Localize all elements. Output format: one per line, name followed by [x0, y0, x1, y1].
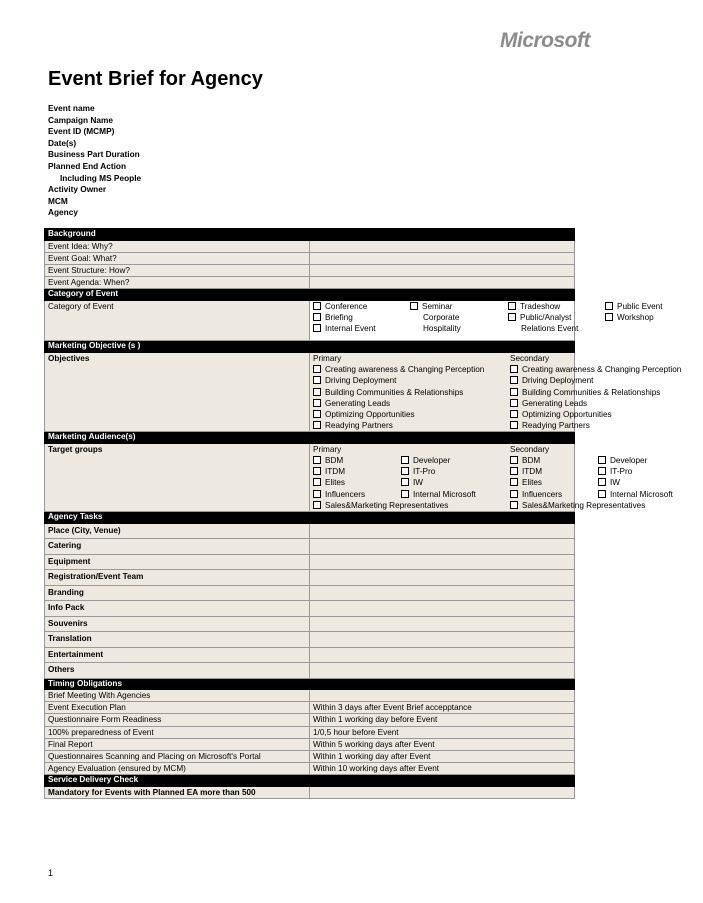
checkbox[interactable]	[401, 490, 409, 498]
checkbox[interactable]	[313, 410, 321, 418]
field-including-ms-people: Including MS People	[60, 172, 142, 183]
checkbox[interactable]	[605, 313, 613, 321]
timing-label: Questionnaires Scanning and Placing on Microsoft's Portal	[45, 751, 310, 763]
option-label: Sales&Marketing Representatives	[325, 500, 449, 510]
checkbox[interactable]	[313, 467, 321, 475]
checkbox[interactable]	[510, 490, 518, 498]
checkbox[interactable]	[605, 302, 613, 310]
section-header-audience: Marketing Audience(s)	[45, 432, 575, 444]
checkbox[interactable]	[510, 467, 518, 475]
field-event-name: Event name	[48, 103, 95, 113]
field-campaign-name: Campaign Name	[48, 114, 114, 125]
option-label: Hospitality	[423, 324, 461, 334]
page-number: 1	[48, 868, 54, 878]
section-header-category: Category of Event	[45, 289, 575, 301]
option-label: Seminar	[422, 301, 453, 311]
timing-value: Within 3 days after Event Brief accepptance	[310, 702, 575, 714]
checkbox[interactable]	[510, 376, 518, 384]
task-label: Catering	[45, 539, 310, 555]
row-label: Event Agenda: When?	[45, 277, 310, 289]
checkbox[interactable]	[313, 501, 321, 509]
option-label: Briefing	[325, 313, 353, 323]
checkbox[interactable]	[510, 501, 518, 509]
option-label: Developer	[610, 456, 648, 466]
checkbox[interactable]	[598, 467, 606, 475]
task-label: Translation	[45, 632, 310, 648]
checkbox[interactable]	[313, 456, 321, 464]
checkbox[interactable]	[510, 410, 518, 418]
checkbox[interactable]	[410, 302, 418, 310]
checkbox[interactable]	[313, 388, 321, 396]
option-label: Generating Leads	[325, 398, 391, 408]
checkbox[interactable]	[598, 456, 606, 464]
task-value[interactable]	[310, 523, 575, 539]
timing-label: Agency Evaluation (ensured by MCM)	[45, 763, 310, 775]
event-fields	[48, 103, 141, 219]
option-label: Elites	[325, 478, 346, 488]
task-label: Equipment	[45, 554, 310, 570]
checkbox[interactable]	[508, 313, 516, 321]
option-label: Generating Leads	[522, 398, 588, 408]
option-label: ITDM	[522, 467, 543, 477]
field-event-id: Event ID (MCMP)	[48, 126, 115, 137]
checkbox[interactable]	[313, 313, 321, 321]
option-label: Internal Event	[325, 324, 376, 334]
section-header-objectives: Marketing Objective (s )	[45, 341, 575, 353]
option-label: Influencers	[522, 489, 563, 499]
row-label: Target groups	[45, 443, 310, 511]
checkbox[interactable]	[510, 421, 518, 429]
option-label: Relations Event	[521, 324, 579, 334]
timing-label: Final Report	[45, 738, 310, 750]
checkbox[interactable]	[510, 388, 518, 396]
field-agency: Agency	[48, 207, 78, 218]
timing-label: Event Execution Plan	[45, 702, 310, 714]
option-label: IT-Pro	[413, 467, 436, 477]
option-label: Internal Microsoft	[610, 489, 673, 499]
option-label: IW	[610, 478, 621, 488]
timing-value: Within 5 working days after Event	[310, 738, 575, 750]
task-value[interactable]	[310, 647, 575, 663]
option-label: Building Communities & Relationships	[325, 387, 464, 397]
option-label: Internal Microsoft	[413, 489, 476, 499]
timing-value: Within 10 working days after Event	[310, 763, 575, 775]
checkbox[interactable]	[510, 365, 518, 373]
checkbox[interactable]	[313, 324, 321, 332]
option-label: Public Event	[617, 301, 663, 311]
timing-value: Within 1 working day after Event	[310, 751, 575, 763]
checkbox[interactable]	[313, 490, 321, 498]
category-options	[310, 300, 663, 341]
option-label: IW	[413, 478, 424, 488]
checkbox[interactable]	[313, 399, 321, 407]
row-value[interactable]	[310, 252, 575, 264]
task-value[interactable]	[310, 539, 575, 555]
checkbox[interactable]	[598, 490, 606, 498]
option-label: Tradeshow	[520, 301, 561, 311]
task-label: Souvenirs	[45, 616, 310, 632]
timing-label: Brief Meeting With Agencies	[45, 690, 310, 702]
option-label: Developer	[413, 456, 451, 466]
checkbox[interactable]	[508, 302, 516, 310]
field-business-part-duration: Business Part Duration	[48, 149, 140, 160]
task-label: Entertainment	[45, 647, 310, 663]
task-label: Registration/Event Team	[45, 570, 310, 586]
event-brief-table	[44, 228, 682, 799]
option-label: Driving Deployment	[522, 376, 594, 386]
task-label: Info Pack	[45, 601, 310, 617]
checkbox[interactable]	[598, 478, 606, 486]
section-header-tasks: Agency Tasks	[45, 512, 575, 524]
timing-value: 1/0,5 hour before Event	[310, 726, 575, 738]
option-label: BDM	[325, 456, 344, 466]
option-label: Driving Deployment	[325, 376, 397, 386]
option-label: Sales&Marketing Representatives	[522, 500, 646, 510]
row-value[interactable]	[310, 264, 575, 276]
field-dates: Date(s)	[48, 137, 77, 148]
task-label: Others	[45, 663, 310, 679]
option-label: Elites	[522, 478, 543, 488]
timing-value: Within 1 working day before Event	[310, 714, 575, 726]
option-label: Workshop	[617, 313, 654, 323]
primary-label: Primary	[313, 444, 342, 454]
option-label: IT-Pro	[610, 467, 633, 477]
option-label: Creating awareness & Changing Perception	[325, 365, 485, 375]
checkbox[interactable]	[313, 478, 321, 486]
row-label: Event Idea: Why?	[45, 240, 310, 252]
audience-options	[310, 443, 673, 511]
row-label: Category of Event	[45, 300, 310, 341]
checkbox[interactable]	[313, 376, 321, 384]
option-label: Optimizing Opportunities	[325, 409, 415, 419]
task-value[interactable]	[310, 601, 575, 617]
field-planned-end-action: Planned End Action	[48, 160, 127, 171]
option-label: Optimizing Opportunities	[522, 409, 612, 419]
timing-value	[310, 690, 575, 702]
option-label: Building Communities & Relationships	[522, 387, 661, 397]
task-value[interactable]	[310, 554, 575, 570]
option-label: BDM	[522, 456, 541, 466]
task-value[interactable]	[310, 632, 575, 648]
task-value[interactable]	[310, 570, 575, 586]
checkbox[interactable]	[313, 365, 321, 373]
row-label: Event Structure: How?	[45, 264, 310, 276]
task-label: Branding	[45, 585, 310, 601]
field-mcm: MCM	[48, 195, 68, 206]
service-label: Mandatory for Events with Planned EA more than 500	[45, 786, 310, 798]
option-label: ITDM	[325, 467, 346, 477]
checkbox[interactable]	[313, 302, 321, 310]
row-value[interactable]	[310, 240, 575, 252]
task-value[interactable]	[310, 663, 575, 679]
option-label: Readying Partners	[522, 421, 590, 431]
page-title: Event Brief for Agency	[48, 68, 263, 90]
checkbox[interactable]	[510, 399, 518, 407]
checkbox[interactable]	[401, 467, 409, 475]
objectives-options	[310, 352, 682, 431]
option-label: Conference	[325, 301, 368, 311]
checkbox[interactable]	[510, 478, 518, 486]
checkbox[interactable]	[401, 478, 409, 486]
checkbox[interactable]	[510, 456, 518, 464]
checkbox[interactable]	[401, 456, 409, 464]
section-header-timing: Timing Obligations	[45, 678, 575, 690]
secondary-label: Secondary	[510, 444, 550, 454]
row-label: Event Goal: What?	[45, 252, 310, 264]
primary-label: Primary	[313, 353, 342, 363]
task-label: Place (City, Venue)	[45, 523, 310, 539]
field-activity-owner: Activity Owner	[48, 184, 107, 195]
option-label: Readying Partners	[325, 421, 393, 431]
row-label: Objectives	[45, 352, 310, 431]
microsoft-logo: Microsoft	[500, 29, 590, 52]
checkbox[interactable]	[313, 421, 321, 429]
timing-label: Questionnaire Form Readiness	[45, 714, 310, 726]
secondary-label: Secondary	[510, 353, 550, 363]
timing-label: 100% preparedness of Event	[45, 726, 310, 738]
section-header-service: Service Delivery Check	[45, 775, 575, 787]
option-label: Influencers	[325, 489, 366, 499]
section-header-background: Background	[45, 229, 575, 241]
option-label: Corporate	[423, 313, 460, 323]
service-value[interactable]	[310, 786, 575, 798]
option-label: Public/Analyst	[520, 313, 572, 323]
row-value[interactable]	[310, 277, 575, 289]
task-value[interactable]	[310, 585, 575, 601]
option-label: Creating awareness & Changing Perception	[522, 365, 682, 375]
task-value[interactable]	[310, 616, 575, 632]
